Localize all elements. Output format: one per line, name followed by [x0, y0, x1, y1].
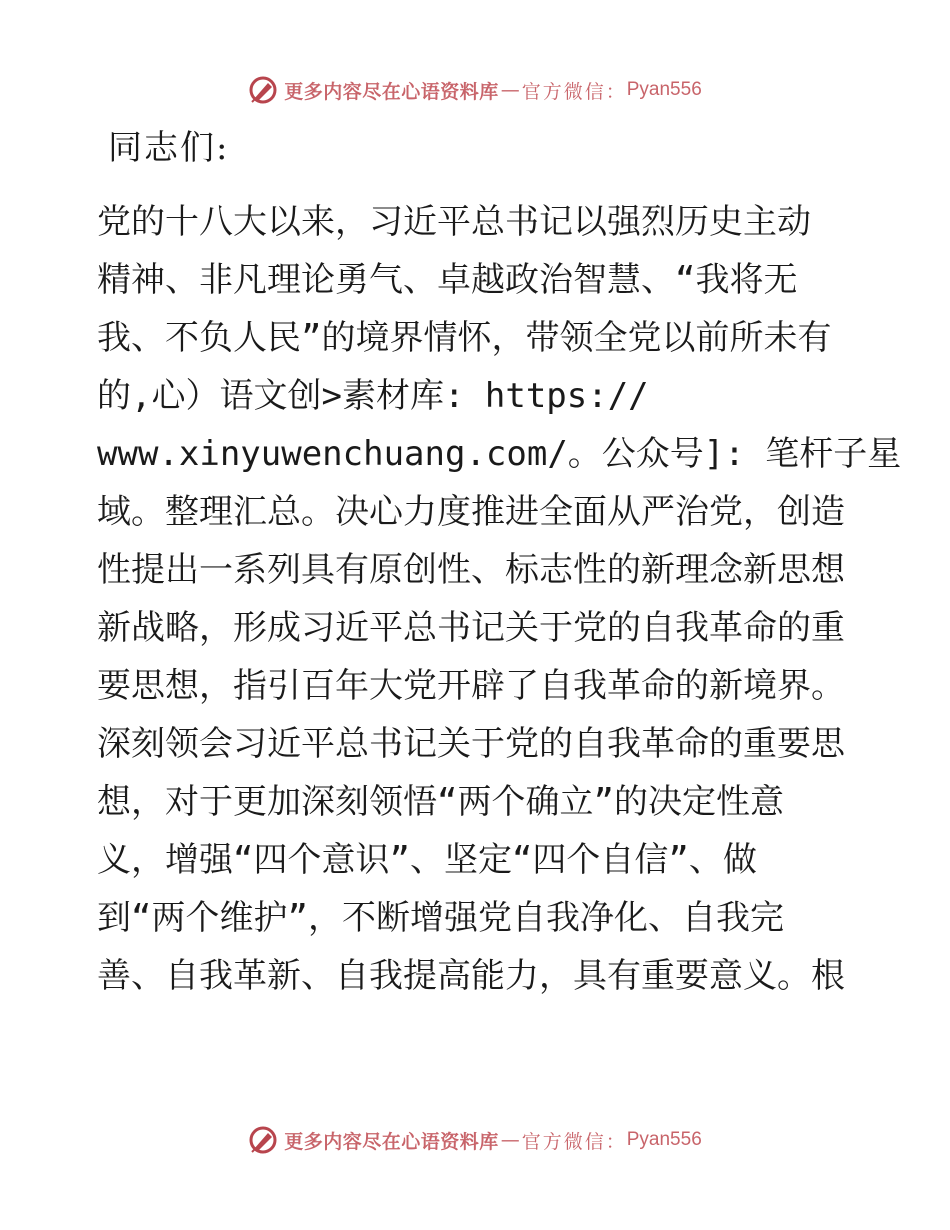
- body-line-5: www.xinyuwenchuang.com/。公众号]: 笔杆子星: [97, 434, 902, 474]
- body-line-9: 要思想，指引百年大党开辟了自我革命的新境界。: [97, 666, 845, 706]
- body-line-8: 新战略，形成习近平总书记关于党的自我革命的重: [97, 608, 845, 648]
- wechat-id: Pyan556: [626, 1129, 702, 1150]
- body-line-1: 党的十八大以来，习近平总书记以强烈历史主动: [97, 202, 811, 242]
- header-watermark-banner: [0, 70, 950, 110]
- pen-logo-icon: [248, 75, 278, 105]
- banner-dash: —: [500, 1129, 520, 1151]
- promo-text: 更多内容尽在心语资料库: [284, 80, 499, 103]
- body-line-10: 深刻领会习近平总书记关于党的自我革命的重要思: [97, 724, 845, 764]
- pen-logo-icon: [248, 1125, 278, 1155]
- footer-watermark-banner: [0, 1120, 950, 1160]
- body-line-4: 的,心）语文创>素材库: https://: [97, 376, 649, 416]
- wechat-label: 官方微信：: [521, 80, 627, 103]
- body-line-6: 域。整理汇总。决心力度推进全面从严治党，创造: [97, 492, 845, 532]
- body-line-13: 到“两个维护”，不断增强党自我净化、自我完: [97, 898, 784, 938]
- body-line-11: 想，对于更加深刻领悟“两个确立”的决定性意: [97, 782, 784, 822]
- wechat-label: 官方微信：: [521, 1130, 627, 1153]
- banner-dash: —: [500, 79, 520, 101]
- body-line-2: 精神、非凡理论勇气、卓越政治智慧、“我将无: [97, 260, 798, 300]
- promo-text: 更多内容尽在心语资料库: [284, 1130, 499, 1153]
- wechat-id: Pyan556: [626, 79, 702, 100]
- body-line-7: 性提出一系列具有原创性、标志性的新理念新思想: [97, 550, 845, 590]
- salutation: 同志们:: [108, 128, 230, 168]
- body-line-14: 善、自我革新、自我提高能力，具有重要意义。根: [97, 956, 845, 996]
- body-line-3: 我、不负人民”的境界情怀，带领全党以前所未有: [97, 318, 832, 358]
- body-line-12: 义，增强“四个意识”、坚定“四个自信”、做: [97, 840, 757, 880]
